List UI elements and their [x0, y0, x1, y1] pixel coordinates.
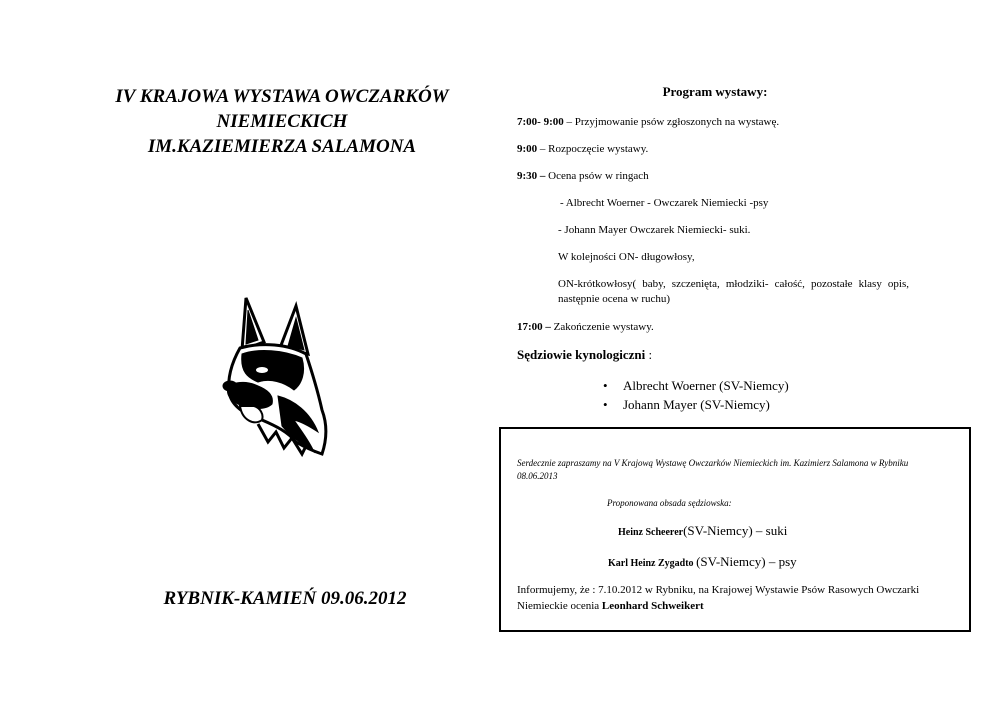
ring-line-1: - Albrecht Woerner - Owczarek Niemiecki -psy — [560, 197, 769, 209]
program-item-3 — [517, 170, 649, 182]
program-time-2: 9:00 — [517, 143, 538, 155]
program-desc-2: – Rozpoczęcie wystawy. — [537, 143, 649, 155]
ring-order-paragraph: ON-krótkowłosy( baby, szczenięta, młodziki- całość, pozostałe klasy opis, następnie ocena w ruchu) — [558, 278, 909, 305]
program-desc-3: Ocena psów w ringach — [545, 170, 649, 182]
announcement-box — [499, 427, 971, 632]
proposed-judge-2-name: Karl Heinz Zygadto — [608, 558, 697, 569]
ring-line-2: - Johann Mayer Owczarek Niemiecki- suki. — [558, 224, 751, 236]
show-title-line-3: IM.KAZIEMIERZA SALAMONA — [147, 136, 417, 157]
program-item-2 — [517, 143, 648, 155]
proposed-judge-2 — [608, 554, 797, 570]
ring-line-3: W kolejności ON- długowłosy, — [558, 251, 695, 263]
show-title — [92, 84, 472, 159]
program-title: Program wystawy: — [662, 84, 768, 99]
judge-item-2: • Johann Mayer (SV-Niemcy) — [623, 397, 770, 413]
proposed-judge-1 — [618, 523, 787, 539]
judges-heading — [517, 347, 652, 363]
program-time-3: 9:30 – — [517, 170, 546, 182]
proposed-judge-2-role: (SV-Niemcy) – psy — [696, 554, 797, 569]
judges-heading-label: Sędziowie kynologiczni — [517, 347, 646, 362]
program-item-end — [517, 321, 654, 333]
info-notice-judge: Leonhard Schweikert — [601, 600, 704, 612]
proposed-judge-1-name: Heinz Scheerer — [618, 527, 684, 538]
next-show-invitation: Serdecznie zapraszamy na V Krajową Wystawę Owczarków Niemieckich im. Kazimierz Salamona w Rybniku 08.06.2013 — [517, 458, 909, 481]
program-time-1: 7:00- 9:00 — [517, 116, 564, 128]
program-item-1 — [517, 116, 779, 128]
info-notice-text: Informujemy, że : 7.10.2012 w Rybniku, na Krajowej Wystawie Psów Rasowych Owczarki Niemieckie ocenia — [517, 584, 920, 612]
german-shepherd-illustration — [218, 292, 336, 458]
program-time-end: 17:00 – — [517, 321, 551, 333]
program-desc-end: Zakończenie wystawy. — [550, 321, 654, 333]
judge-item-1: • Albrecht Woerner (SV-Niemcy) — [623, 378, 789, 394]
judges-heading-suffix: : — [645, 347, 653, 362]
proposed-judges-label: Proponowana obsada sędziowska: — [607, 498, 732, 508]
info-notice — [517, 582, 957, 614]
show-title-line-1: IV KRAJOWA WYSTAWA OWCZARKÓW — [115, 86, 449, 107]
proposed-judge-1-role: (SV-Niemcy) – suki — [683, 523, 788, 538]
show-title-line-2: NIEMIECKICH — [216, 111, 348, 132]
program-desc-1: – Przyjmowanie psów zgłoszonych na wystawę. — [563, 116, 780, 128]
show-location-date: RYBNIK-KAMIEŃ 09.06.2012 — [163, 588, 407, 609]
